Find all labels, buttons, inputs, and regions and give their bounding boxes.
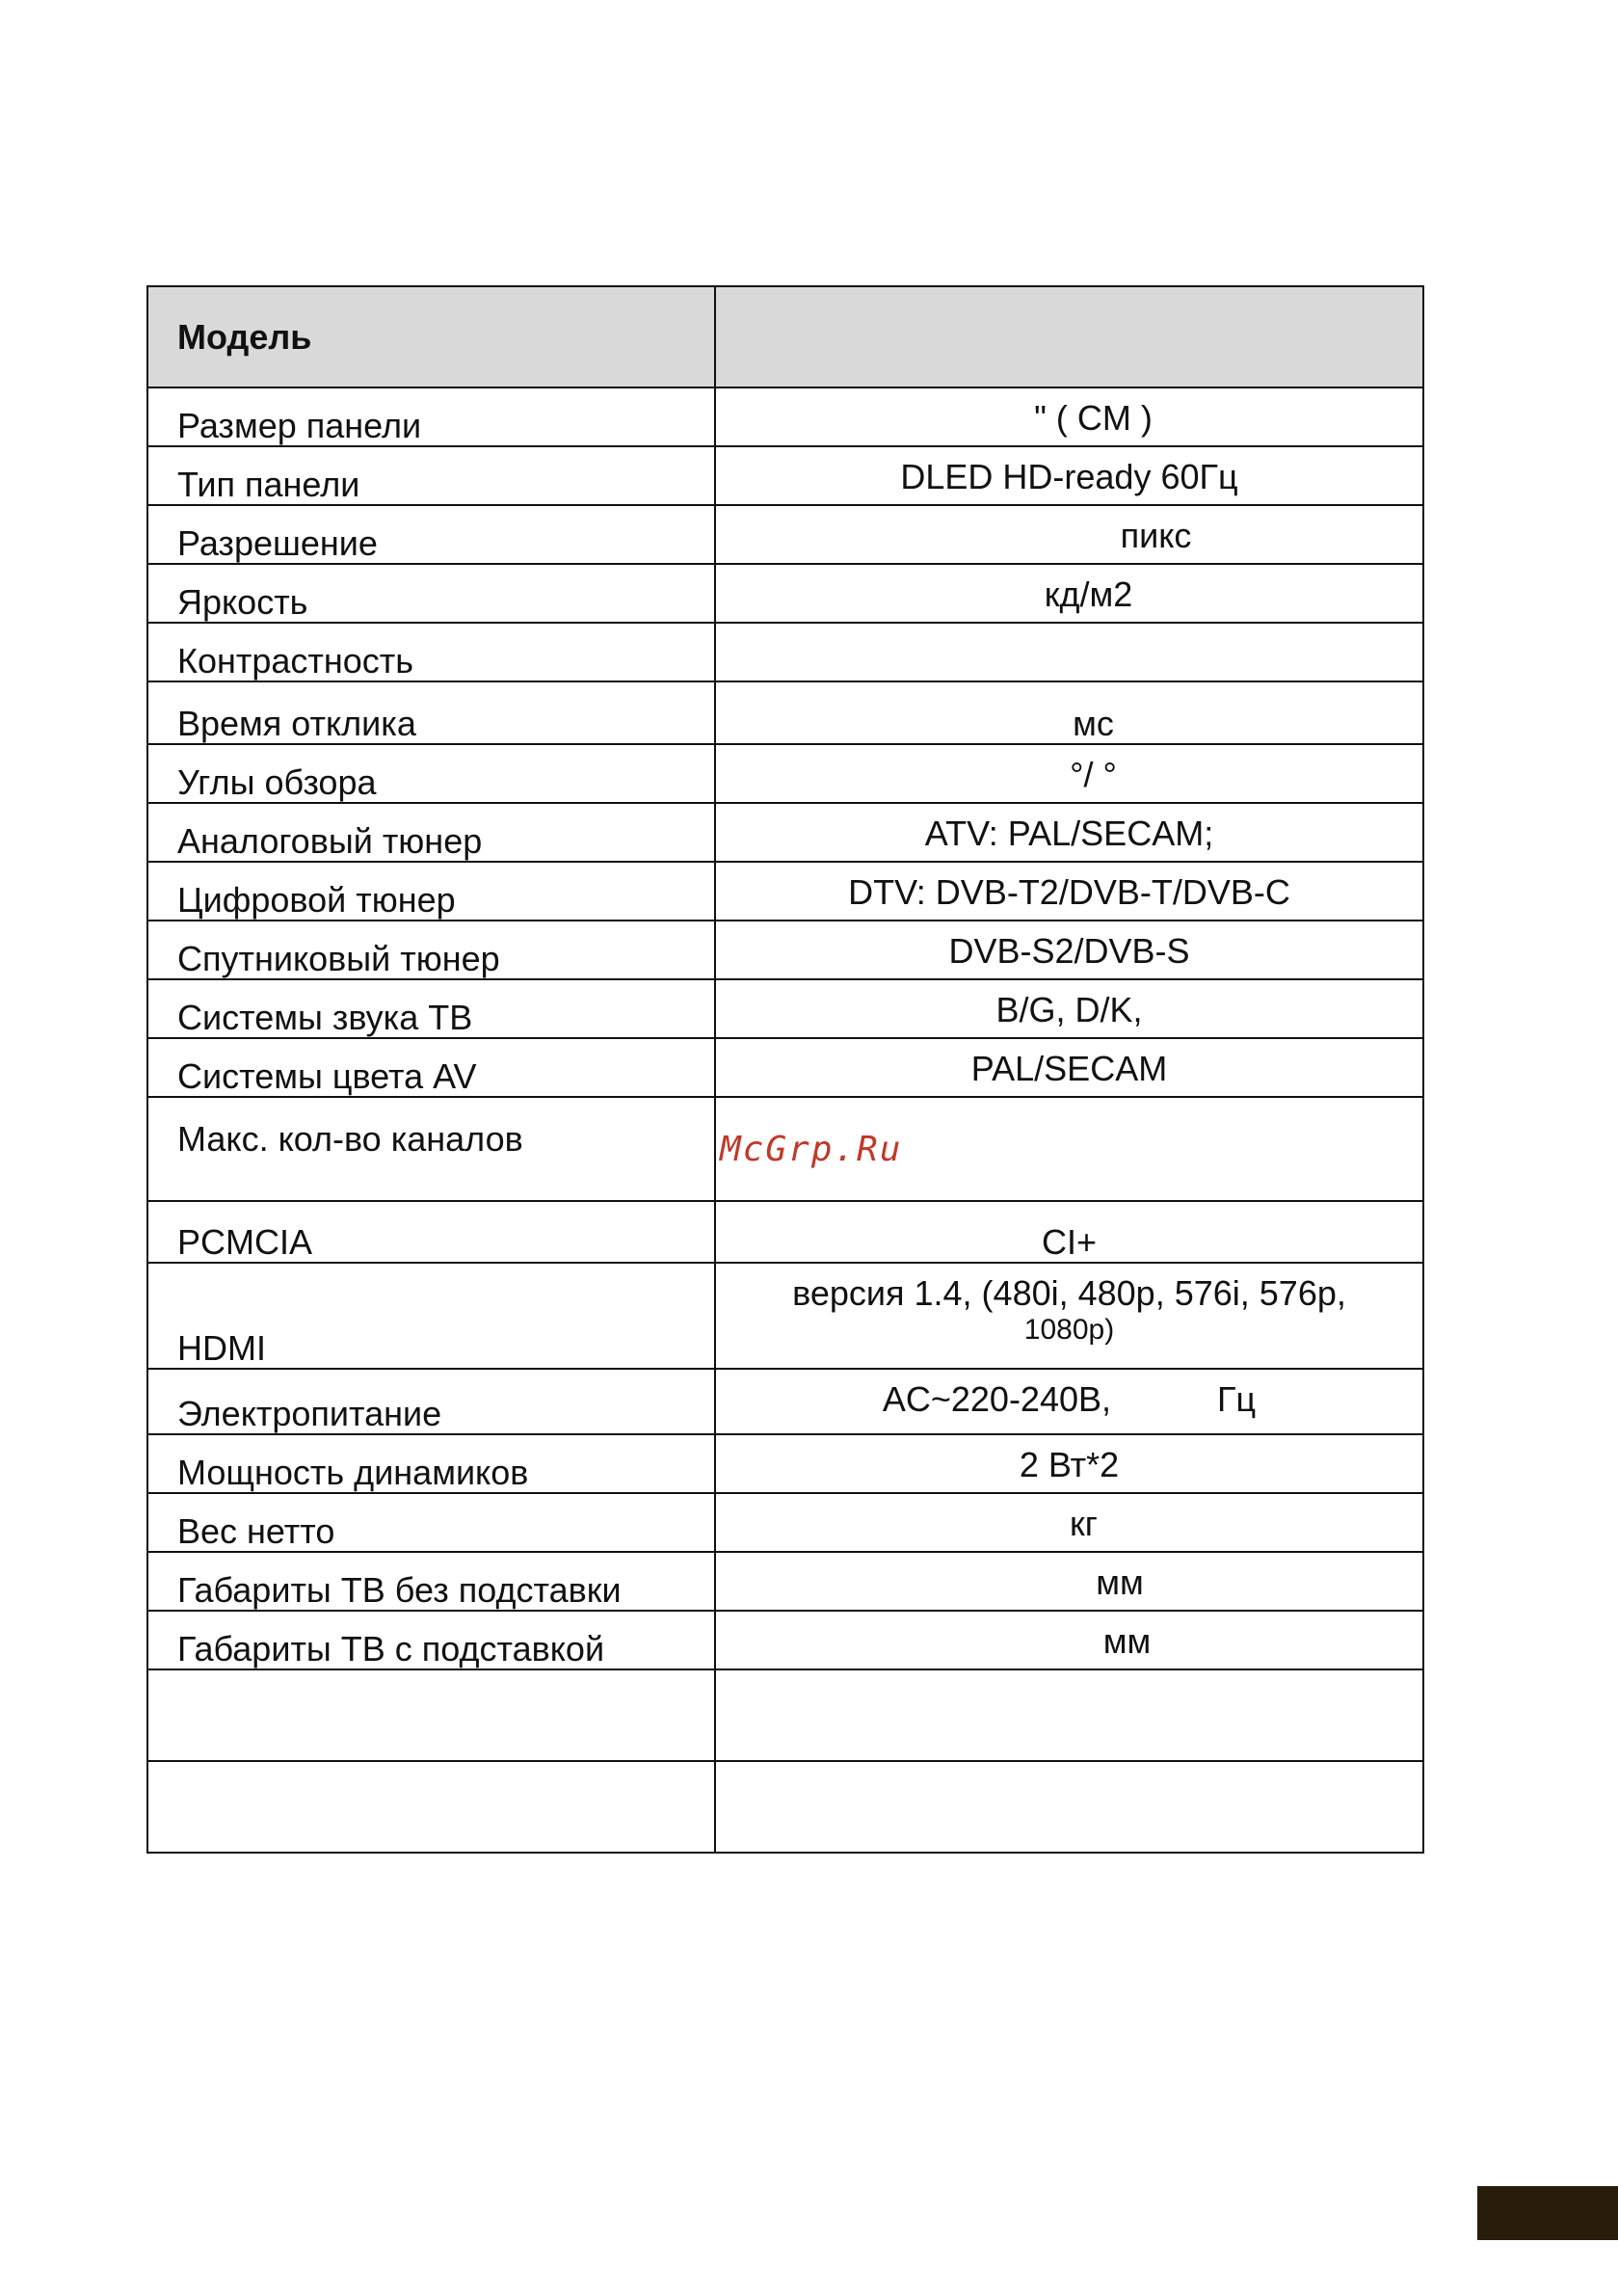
table-row bbox=[147, 1493, 1423, 1552]
hdmi-value-line2: 1080p) bbox=[1023, 1313, 1115, 1346]
row-label: Контрастность bbox=[147, 623, 715, 681]
row-value: DLED HD-ready 60Гц bbox=[715, 446, 1423, 505]
row-value bbox=[715, 623, 1423, 681]
spec-table bbox=[146, 285, 1424, 1854]
table-row bbox=[147, 505, 1423, 564]
table-row bbox=[147, 1369, 1423, 1434]
table-row bbox=[147, 1038, 1423, 1097]
row-value bbox=[715, 1761, 1423, 1853]
table-row bbox=[147, 1761, 1423, 1853]
row-value: пикс bbox=[715, 505, 1423, 564]
row-value bbox=[715, 1669, 1423, 1761]
table-row bbox=[147, 1097, 1423, 1201]
table-row bbox=[147, 623, 1423, 681]
row-label: Яркость bbox=[147, 564, 715, 623]
table-row bbox=[147, 387, 1423, 446]
page-number-badge bbox=[1477, 2186, 1618, 2240]
table-row bbox=[147, 744, 1423, 803]
row-label: Габариты ТВ с подставкой bbox=[147, 1611, 715, 1669]
header-label: Модель bbox=[147, 286, 715, 387]
table-row bbox=[147, 979, 1423, 1038]
table-row bbox=[147, 446, 1423, 505]
row-label: Тип панели bbox=[147, 446, 715, 505]
row-label bbox=[147, 1669, 715, 1761]
row-value: ATV: PAL/SECAM; bbox=[715, 803, 1423, 862]
row-value: кг bbox=[715, 1493, 1423, 1552]
table-header-row bbox=[147, 286, 1423, 387]
watermark-text: McGrp.Ru bbox=[715, 1097, 1423, 1201]
row-label: Спутниковый тюнер bbox=[147, 921, 715, 979]
row-label: Системы звука ТВ bbox=[147, 979, 715, 1038]
row-label: Углы обзора bbox=[147, 744, 715, 803]
table-row bbox=[147, 921, 1423, 979]
table-row bbox=[147, 1669, 1423, 1761]
table-row bbox=[147, 1552, 1423, 1611]
row-label: Аналоговый тюнер bbox=[147, 803, 715, 862]
table-row bbox=[147, 1434, 1423, 1493]
row-label bbox=[147, 1761, 715, 1853]
header-value bbox=[715, 286, 1423, 387]
table-row bbox=[147, 1263, 1423, 1369]
row-value bbox=[715, 1263, 1423, 1369]
table-row bbox=[147, 862, 1423, 921]
row-label: Вес нетто bbox=[147, 1493, 715, 1552]
row-label: Системы цвета AV bbox=[147, 1038, 715, 1097]
row-label: Макс. кол-во каналов bbox=[147, 1097, 715, 1201]
row-value: 2 Вт*2 bbox=[715, 1434, 1423, 1493]
table-row bbox=[147, 1201, 1423, 1263]
row-value: DVB-S2/DVB-S bbox=[715, 921, 1423, 979]
row-label: HDMI bbox=[147, 1263, 715, 1369]
row-value: B/G, D/K, bbox=[715, 979, 1423, 1038]
row-label: Время отклика bbox=[147, 681, 715, 744]
row-label: Цифровой тюнер bbox=[147, 862, 715, 921]
table-row bbox=[147, 681, 1423, 744]
row-label: Мощность динамиков bbox=[147, 1434, 715, 1493]
row-value: DTV: DVB-T2/DVB-T/DVB-C bbox=[715, 862, 1423, 921]
table-row bbox=[147, 564, 1423, 623]
row-value: AC~220-240В, Гц bbox=[715, 1369, 1423, 1434]
row-value: кд/м2 bbox=[715, 564, 1423, 623]
row-label: Разрешение bbox=[147, 505, 715, 564]
row-value: мм bbox=[715, 1611, 1423, 1669]
row-value: мм bbox=[715, 1552, 1423, 1611]
row-value: °/ ° bbox=[715, 744, 1423, 803]
row-value: CI+ bbox=[715, 1201, 1423, 1263]
row-value: PAL/SECAM bbox=[715, 1038, 1423, 1097]
row-label: Электропитание bbox=[147, 1369, 715, 1434]
row-label: PCMCIA bbox=[147, 1201, 715, 1263]
table-row bbox=[147, 803, 1423, 862]
row-label: Габариты ТВ без подставки bbox=[147, 1552, 715, 1611]
hdmi-value-line1: версия 1.4, (480i, 480p, 576i, 576p, bbox=[792, 1273, 1346, 1314]
table-row bbox=[147, 1611, 1423, 1669]
row-label: Размер панели bbox=[147, 387, 715, 446]
row-value: мс bbox=[715, 681, 1423, 744]
row-value: " ( CM ) bbox=[715, 387, 1423, 446]
